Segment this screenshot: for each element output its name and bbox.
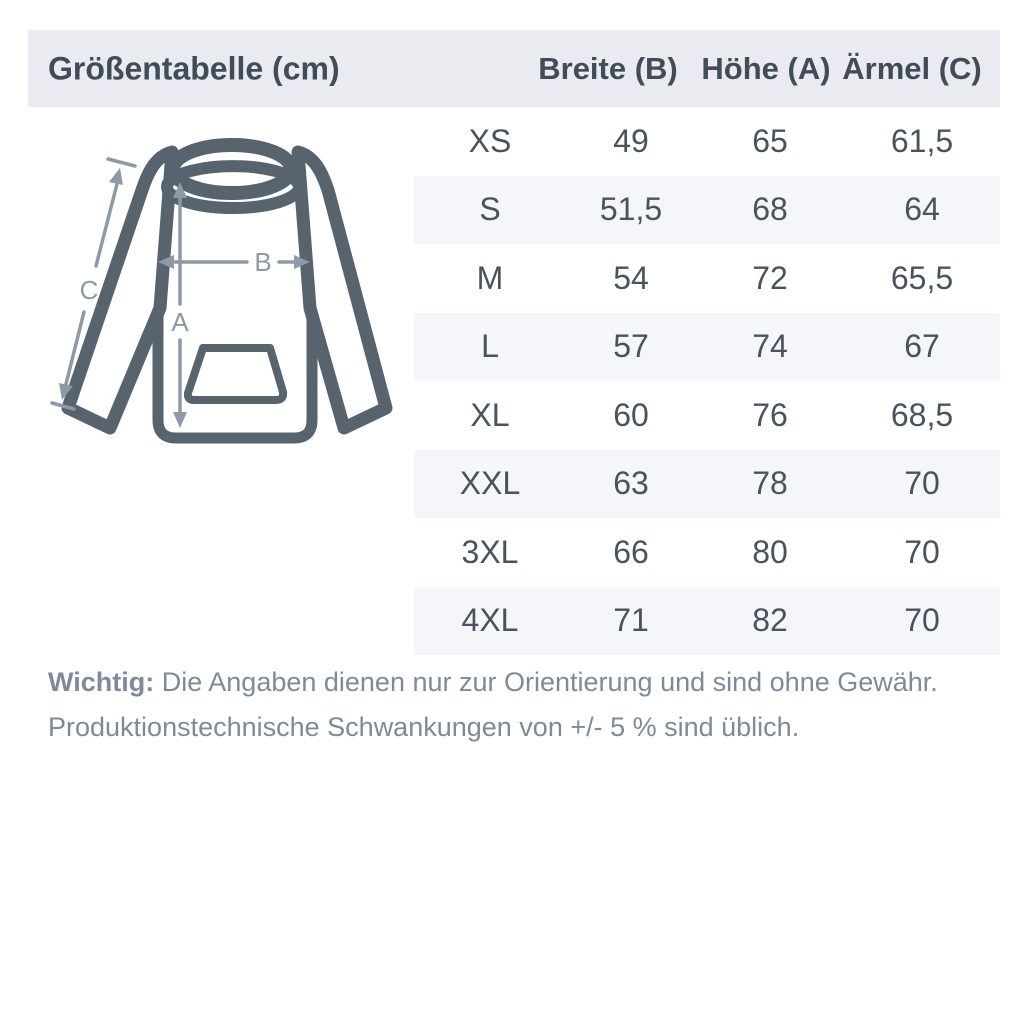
table-row-4xl — [414, 587, 1000, 656]
hoodie-measurement-diagram — [52, 138, 400, 468]
hoehe-value: 68 — [752, 191, 788, 228]
dimension-label-a: A — [171, 307, 189, 337]
disclaimer-line-2: Produktionstechnische Schwankungen von +/- 5 % sind üblich. — [48, 712, 800, 742]
disclaimer-line-1 — [48, 660, 993, 705]
aermel-value: 70 — [904, 533, 940, 570]
breite-value: 71 — [613, 602, 649, 639]
table-row-xs — [414, 107, 1000, 176]
aermel-value: 61,5 — [890, 122, 954, 159]
breite-value: 60 — [613, 396, 649, 433]
table-header-bar — [28, 30, 1000, 107]
aermel-value: 70 — [904, 465, 940, 502]
dimension-c-tick-top — [108, 159, 135, 166]
disclaimer-note — [48, 660, 993, 750]
breite-value: 54 — [613, 259, 649, 296]
aermel-value: 65,5 — [890, 259, 954, 296]
hoodie-diagram-svg — [52, 138, 400, 468]
column-header-aermel: Ärmel (C) — [842, 50, 982, 86]
size-label: M — [476, 259, 504, 296]
breite-value: 49 — [613, 122, 649, 159]
aermel-value: 68,5 — [890, 396, 954, 433]
table-row-xxl — [414, 450, 1000, 519]
dimension-label-c: C — [79, 275, 99, 305]
aermel-value: 64 — [904, 191, 940, 228]
hoehe-value: 80 — [752, 533, 788, 570]
size-label: 4XL — [461, 602, 519, 639]
breite-value: 63 — [613, 465, 649, 502]
hoehe-value: 74 — [752, 328, 788, 365]
breite-value: 57 — [613, 328, 649, 365]
table-row-xl — [414, 381, 1000, 450]
dimension-label-b: B — [254, 247, 272, 277]
size-label: S — [479, 191, 501, 228]
hoehe-value: 76 — [752, 396, 788, 433]
page-title: Größentabelle (cm) — [48, 50, 340, 86]
table-row-l — [414, 313, 1000, 382]
size-table — [414, 107, 1000, 655]
hoehe-value: 82 — [752, 602, 788, 639]
arrowhead-c-up — [109, 168, 123, 185]
size-label: 3XL — [461, 533, 519, 570]
breite-value: 51,5 — [599, 191, 663, 228]
size-label: L — [481, 328, 499, 365]
hoehe-value: 78 — [752, 465, 788, 502]
table-row-s — [414, 176, 1000, 245]
column-header-hoehe: Höhe (A) — [701, 50, 831, 86]
aermel-value: 67 — [904, 328, 940, 365]
disclaimer-text-1: Die Angaben dienen nur zur Orientierung und sind ohne Gewähr. — [161, 667, 938, 697]
aermel-value: 70 — [904, 602, 940, 639]
size-label: XL — [470, 396, 510, 433]
hoehe-value: 65 — [752, 122, 788, 159]
hoodie-pocket — [188, 348, 283, 400]
table-row-3xl — [414, 518, 1000, 587]
breite-value: 66 — [613, 533, 649, 570]
disclaimer-prefix: Wichtig: — [48, 667, 155, 697]
table-row-m — [414, 244, 1000, 313]
column-header-breite: Breite (B) — [538, 50, 678, 86]
size-label: XXL — [459, 465, 521, 502]
size-label: XS — [468, 122, 512, 159]
hoehe-value: 72 — [752, 259, 788, 296]
